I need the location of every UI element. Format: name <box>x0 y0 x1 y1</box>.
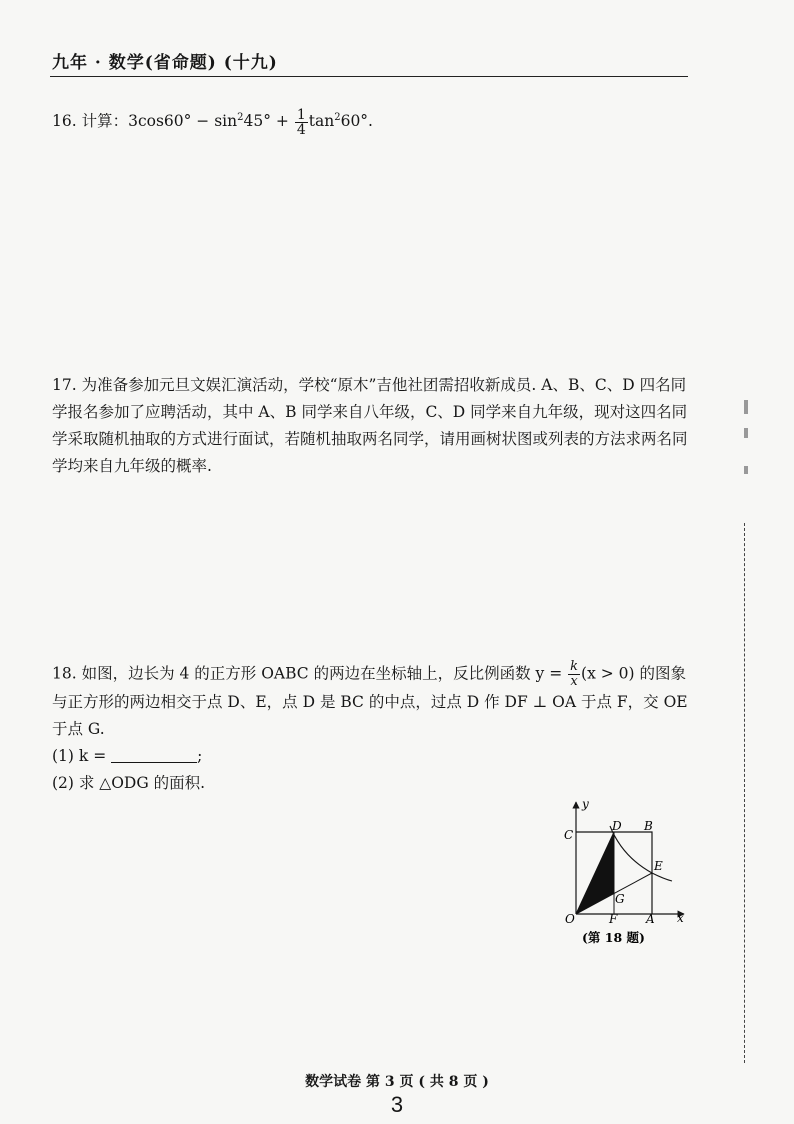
q16-prefix: 16. 计算：3cos60° − sin <box>52 112 238 131</box>
q16-mid1: 45° + <box>243 112 294 131</box>
q16-suffix: 60°. <box>340 112 373 131</box>
q18-part-a: 18. 如图，边长为 4 的正方形 OABC 的两边在坐标轴上，反比例函数 y = <box>52 664 568 683</box>
q18-fraction <box>568 660 580 689</box>
page-footer: 数学试卷 第 3 页 ( 共 8 页 ) <box>305 1074 489 1090</box>
header-rule <box>50 76 688 77</box>
exam-header: 九年 · 数学(省命题) (十九) <box>52 53 278 73</box>
page-number: 3 <box>390 1092 404 1117</box>
label-x: x <box>677 911 684 925</box>
q16-exp-1: 2 <box>237 112 244 123</box>
label-f: F <box>609 912 618 926</box>
q16-fraction <box>295 108 308 137</box>
q16-exp-2: 2 <box>334 112 341 123</box>
label-o: O <box>565 912 575 926</box>
q16-mid2: tan <box>308 112 335 131</box>
q16-frac-num: 1 <box>296 106 306 123</box>
q18-sub1-end: ; <box>197 747 203 765</box>
question-18 <box>52 660 692 797</box>
q16-frac-den: 4 <box>296 121 306 138</box>
label-g: G <box>615 892 625 906</box>
answer-blank <box>111 748 197 763</box>
q18-part-b: (x > 0) 的图象与正方形的两边相交于点 D、E，点 D 是 BC 的中点，过点 D 作 DF ⊥ OA 于点 F，交 OE 于点 G. <box>52 664 688 738</box>
margin-mark <box>744 466 748 474</box>
question-17: 17. 为准备参加元旦文娱汇演活动，学校“原木”吉他社团需招收新成员. A、B、C、D 四名同学报名参加了应聘活动，其中 A、B 同学来自八年级，C、D 同学来自九年级，现对这四名同学采取随机抽取的方式进行面试，若随机抽取两名同学，请用画树状图或列表的方法求两名同学均来自九年级的概率. <box>52 376 688 475</box>
q18-frac-num: k <box>570 659 579 674</box>
label-d: D <box>612 819 622 833</box>
q18-sub1 <box>52 743 692 770</box>
label-y: y <box>582 797 589 811</box>
q18-sub1-label: (1) k = <box>52 747 112 765</box>
label-e: E <box>654 859 663 873</box>
label-a: A <box>646 912 655 926</box>
question-18-figure <box>560 796 690 956</box>
label-c: C <box>564 828 574 842</box>
binding-line <box>744 523 745 1063</box>
q18-frac-den: x <box>570 674 578 689</box>
question-16 <box>52 104 373 137</box>
label-b: B <box>644 819 653 833</box>
q18-stem <box>52 660 692 743</box>
margin-mark <box>744 400 748 414</box>
margin-mark <box>744 428 748 438</box>
figure-caption: (第 18 题) <box>582 930 645 945</box>
q18-sub2: (2) 求 △ODG 的面积. <box>52 774 206 792</box>
